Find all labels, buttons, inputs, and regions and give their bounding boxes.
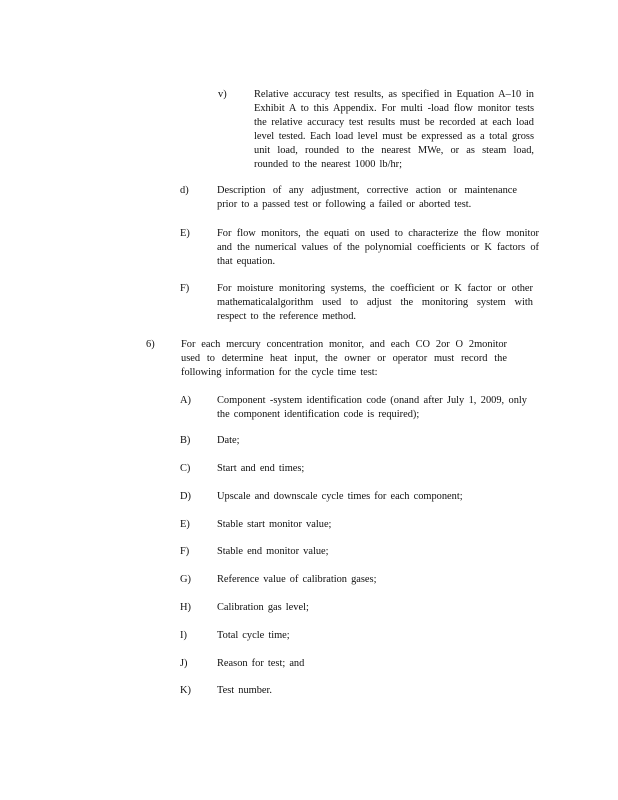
list-item-label: F) — [180, 283, 190, 294]
list-item-text: For each mercury concentration monitor, and each CO 2or O 2monitor used to determine heat input, the owner or operator must record the following information for the cycle time test: — [181, 339, 507, 378]
list-item-label: E) — [180, 519, 190, 530]
list-item-label: K) — [180, 685, 191, 696]
list-item-label: C) — [180, 463, 191, 474]
list-item-label: I) — [180, 630, 187, 641]
list-item-text: Stable end monitor value; — [217, 546, 329, 557]
list-item-label: J) — [180, 658, 188, 669]
list-item-text: For moisture monitoring systems, the coefficient or K factor or other mathematicalalgorithm used to adjust the monitoring system with respect to the reference method. — [217, 283, 533, 322]
list-item-label: A) — [180, 395, 191, 406]
list-item-text: Calibration gas level; — [217, 602, 309, 613]
list-item-label: B) — [180, 435, 191, 446]
list-item-text: Start and end times; — [217, 463, 305, 474]
list-item-label: d) — [180, 185, 189, 196]
list-item-label: G) — [180, 574, 191, 585]
list-item-text: Date; — [217, 435, 240, 446]
list-item-label: H) — [180, 602, 191, 613]
list-item-label: E) — [180, 228, 190, 239]
list-item-text: Relative accuracy test results, as specified in Equation A–10 in Exhibit A to this Appendix. For multi -load flow monitor tests the relative accuracy test results must be recorded at each load level tested. Each load level must be expressed as a total gross unit load, rounded to the nearest MWe, or as steam load, rounded to the nearest 1000 lb/hr; — [254, 89, 534, 170]
list-item-text: Stable start monitor value; — [217, 519, 332, 530]
list-item-text: Upscale and downscale cycle times for each component; — [217, 491, 463, 502]
list-item-text: Reference value of calibration gases; — [217, 574, 377, 585]
list-item-label: F) — [180, 546, 190, 557]
list-item-label: v) — [218, 89, 227, 100]
list-item-text: Description of any adjustment, corrective action or maintenance prior to a passed test or following a failed or aborted test. — [217, 185, 517, 210]
list-item-text: For flow monitors, the equati on used to characterize the flow monitor and the numerical values of the polynomial coefficients or K factors of that equation. — [217, 228, 539, 267]
list-item-text: Reason for test; and — [217, 658, 305, 669]
list-item-label: 6) — [146, 339, 155, 350]
list-item-text: Total cycle time; — [217, 630, 290, 641]
list-item-label: D) — [180, 491, 191, 502]
list-item-text: Test number. — [217, 685, 273, 696]
list-item-text: Component -system identification code (onand after July 1, 2009, only the component identification code is required); — [217, 395, 527, 420]
